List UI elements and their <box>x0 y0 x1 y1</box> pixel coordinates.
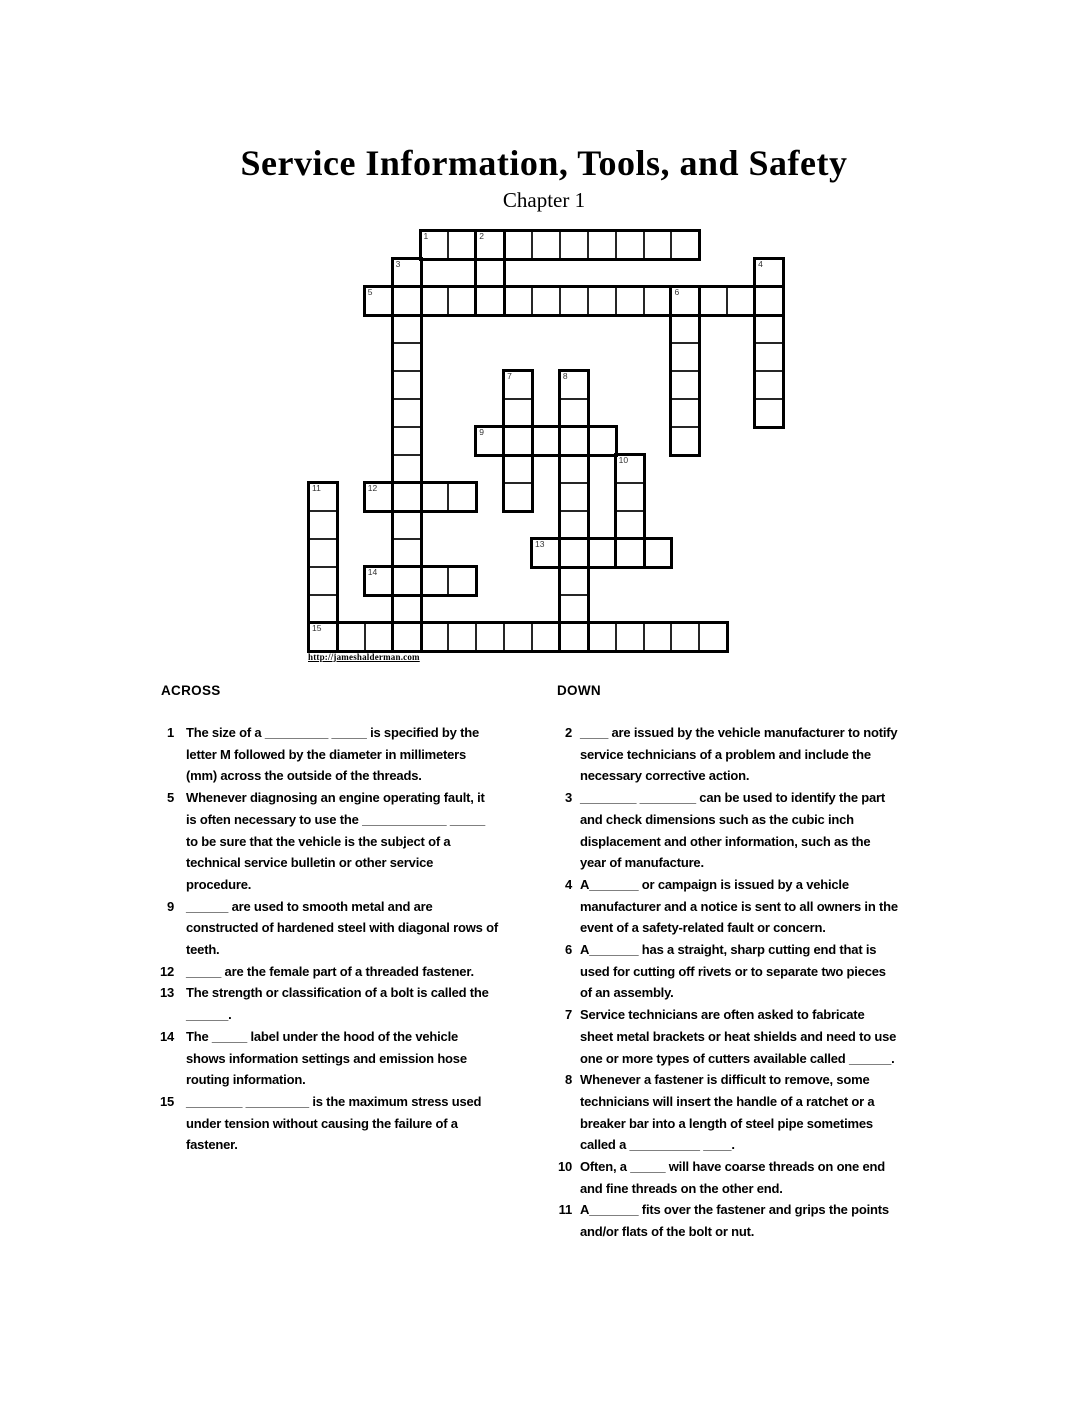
grid-cell <box>308 510 338 540</box>
cell-number: 5 <box>367 287 373 297</box>
down-section <box>553 683 923 1243</box>
clue-item <box>157 1026 517 1091</box>
grid-cell <box>503 426 533 456</box>
clue-text: Whenever diagnosing an engine operating fault, it is often necessary to use the ____________ _____ to be sure that the vehicle is the subject of a technical service bulletin or other service procedure. <box>186 790 485 892</box>
grid-cell <box>392 510 422 540</box>
grid-cell <box>531 622 561 652</box>
grid-cell <box>531 286 561 316</box>
clue-item <box>553 939 923 1004</box>
grid-cell <box>364 482 394 512</box>
source-link[interactable]: http://jameshalderman.com <box>308 652 420 662</box>
clue-number: 7 <box>564 1007 572 1023</box>
grid-cell <box>308 566 338 596</box>
clue-number: 6 <box>564 942 572 958</box>
grid-cell <box>615 454 645 484</box>
grid-cell <box>615 538 645 568</box>
grid-cell <box>420 230 450 260</box>
grid-cell <box>392 342 422 372</box>
clue-item <box>553 787 923 874</box>
grid-cell <box>726 286 756 316</box>
grid-cell <box>754 286 784 316</box>
grid-cell <box>308 538 338 568</box>
clue-item <box>553 722 923 787</box>
clue-text: Often, a _____ will have coarse threads on one end and fine threads on the other end. <box>580 1159 886 1196</box>
grid-cell <box>475 230 505 260</box>
down-header: DOWN <box>557 683 601 698</box>
grid-cell <box>308 482 338 512</box>
grid-cell <box>559 566 589 596</box>
cell-number: 7 <box>507 371 512 381</box>
grid-cell <box>392 538 422 568</box>
clue-item <box>553 874 923 939</box>
grid-cell <box>392 370 422 400</box>
clue-number: 3 <box>564 790 572 806</box>
grid-cell <box>475 258 505 288</box>
grid-cell <box>531 230 561 260</box>
grid-cell <box>559 594 589 624</box>
down-clue-list <box>553 722 923 1243</box>
clue-text: The _____ label under the hood of the vehicle shows information settings and emission hose routing information. <box>186 1028 467 1088</box>
grid-cell <box>475 286 505 316</box>
grid-cell <box>559 538 589 568</box>
grid-cell <box>559 426 589 456</box>
clue-number: 14 <box>159 1028 174 1044</box>
grid-cell <box>475 622 505 652</box>
grid-cell <box>559 286 589 316</box>
grid-cell <box>392 566 422 596</box>
grid-cell <box>503 370 533 400</box>
grid-cell <box>420 482 450 512</box>
cell-number: 15 <box>312 623 322 633</box>
cell-number: 6 <box>674 287 680 297</box>
grid-cell <box>364 286 394 316</box>
grid-cell <box>670 314 700 344</box>
clue-text: The size of a _________ _____ is specified by the letter M followed by the diameter in millimeters (mm) across the outside of the threads. <box>186 725 479 784</box>
grid-cell <box>670 286 700 316</box>
grid-cell <box>559 510 589 540</box>
grid-cell <box>615 510 645 540</box>
clue-number: 13 <box>159 985 174 1001</box>
clue-text: A_______ fits over the fastener and grips the points and/or flats of the bolt or nut. <box>580 1202 889 1240</box>
clue-number: 1 <box>166 725 174 740</box>
clue-text: A_______ or campaign is issued by a vehicle manufacturer and a notice is sent to all owners in the event of a safety-related fault or concern. <box>580 876 898 936</box>
grid-cell <box>670 230 700 260</box>
grid-cell <box>420 566 450 596</box>
cell-number: 12 <box>367 483 378 493</box>
grid-cell <box>670 426 700 456</box>
clue-number: 9 <box>166 898 174 914</box>
chapter-subtitle: Chapter 1 <box>502 188 586 212</box>
clue-number: 4 <box>564 876 572 892</box>
across-section <box>157 683 517 1156</box>
clue-item <box>157 982 517 1025</box>
grid-cell <box>698 622 728 652</box>
grid-cell <box>308 594 338 624</box>
grid-cell <box>503 230 533 260</box>
grid-cell <box>364 622 394 652</box>
grid-cell <box>754 370 784 400</box>
grid-cell <box>447 286 477 316</box>
grid-cell <box>475 426 505 456</box>
clue-text: ____ are issued by the vehicle manufacturer to notify service technicians of a problem and include the necessary corrective action. <box>580 725 898 784</box>
grid-cell <box>420 622 450 652</box>
grid-cell <box>754 258 784 288</box>
clue-item <box>553 1069 923 1156</box>
grid-cell <box>392 426 422 456</box>
cell-number: 11 <box>312 483 321 493</box>
clue-text: ________ _________ is the maximum stress used under tension without causing the failure of a fastener. <box>186 1093 482 1153</box>
grid-cell <box>643 538 673 568</box>
grid-cell <box>754 342 784 372</box>
grid-cell <box>392 258 422 288</box>
grid-cell <box>587 426 617 456</box>
grid-cell <box>392 454 422 484</box>
clue-number: 11 <box>558 1202 572 1218</box>
grid-cell <box>392 594 422 624</box>
grid-cell <box>336 622 366 652</box>
grid-cell <box>392 482 422 512</box>
grid-cell <box>447 622 477 652</box>
cell-number: 9 <box>479 427 484 437</box>
grid-cell <box>670 622 700 652</box>
cell-number: 10 <box>618 455 629 465</box>
clue-text: Whenever a fastener is difficult to remove, some technicians will insert the handle of a ratchet or a breaker bar into a length of steel pipe sometimes called a __________ ____. <box>580 1072 875 1153</box>
grid-cell <box>559 622 589 652</box>
page-title: Service Information, Tools, and Safety <box>240 143 848 183</box>
grid-cell <box>364 566 394 596</box>
grid-cell <box>308 622 338 652</box>
clue-number: 2 <box>564 725 572 740</box>
cell-number: 3 <box>395 259 401 269</box>
grid-cell <box>559 398 589 428</box>
grid-cell <box>587 622 617 652</box>
grid-cell <box>643 286 673 316</box>
grid-cell <box>503 622 533 652</box>
clue-text: ______ are used to smooth metal and are constructed of hardened steel with diagonal rows of teeth. <box>186 898 498 958</box>
clue-item <box>157 787 517 896</box>
grid-cell <box>392 286 422 316</box>
grid-cell <box>754 314 784 344</box>
grid-cell <box>503 286 533 316</box>
clue-text: A_______ has a straight, sharp cutting end that is used for cutting off rivets or to separate two pieces of an assembly. <box>580 942 886 1001</box>
cell-number: 4 <box>758 259 763 269</box>
grid-cell <box>754 398 784 428</box>
cell-number: 8 <box>562 371 568 381</box>
clue-number: 5 <box>166 790 174 806</box>
grid-cell <box>670 398 700 428</box>
clue-number: 8 <box>564 1072 572 1088</box>
grid-cell <box>559 370 589 400</box>
grid-cell <box>503 454 533 484</box>
cell-number: 2 <box>479 231 484 241</box>
grid-cell <box>559 454 589 484</box>
grid-cell <box>698 286 728 316</box>
grid-cell <box>392 398 422 428</box>
clue-number: 15 <box>159 1093 174 1109</box>
across-clue-list <box>157 722 517 1156</box>
grid-cell <box>670 342 700 372</box>
grid-cell <box>670 370 700 400</box>
clue-item <box>157 961 517 983</box>
clue-item <box>553 1004 923 1069</box>
grid-cell <box>587 230 617 260</box>
grid-cell <box>615 622 645 652</box>
clue-text: The strength or classification of a bolt is called the ______. <box>186 985 489 1023</box>
grid-cell <box>559 482 589 512</box>
cell-number: 13 <box>535 539 545 549</box>
grid-cell <box>531 426 561 456</box>
grid-cell <box>447 482 477 512</box>
grid-cell <box>447 566 477 596</box>
grid-cell <box>447 230 477 260</box>
grid-cell <box>531 538 561 568</box>
grid-cell <box>503 398 533 428</box>
grid-cell <box>420 286 450 316</box>
clue-number: 12 <box>159 963 174 979</box>
grid-cell <box>643 230 673 260</box>
grid-cell <box>559 230 589 260</box>
clue-text: Service technicians are often asked to fabricate sheet metal brackets or heat shields and need to use one or more types of cutters available called ______. <box>580 1007 897 1066</box>
clue-item <box>553 1156 923 1199</box>
clue-number: 10 <box>557 1159 572 1175</box>
cell-number: 1 <box>423 231 429 241</box>
clue-item <box>157 896 517 961</box>
across-header: ACROSS <box>161 683 221 698</box>
grid-cell <box>587 538 617 568</box>
grid-cell <box>392 622 422 652</box>
grid-cell <box>503 482 533 512</box>
clue-item <box>553 1199 923 1242</box>
clue-text: ________ ________ can be used to identify the part and check dimensions such as the cubic inch displacement and other information, such as the year of manufacture. <box>580 790 886 871</box>
cell-number: 14 <box>367 567 378 577</box>
clue-text: _____ are the female part of a threaded fastener. <box>186 963 474 979</box>
grid-cell <box>643 622 673 652</box>
grid-cell <box>615 482 645 512</box>
grid-cell <box>392 314 422 344</box>
grid-cell <box>615 286 645 316</box>
clue-item <box>157 1091 517 1156</box>
grid-cell <box>615 230 645 260</box>
grid-cell <box>587 286 617 316</box>
clue-item <box>157 722 517 787</box>
